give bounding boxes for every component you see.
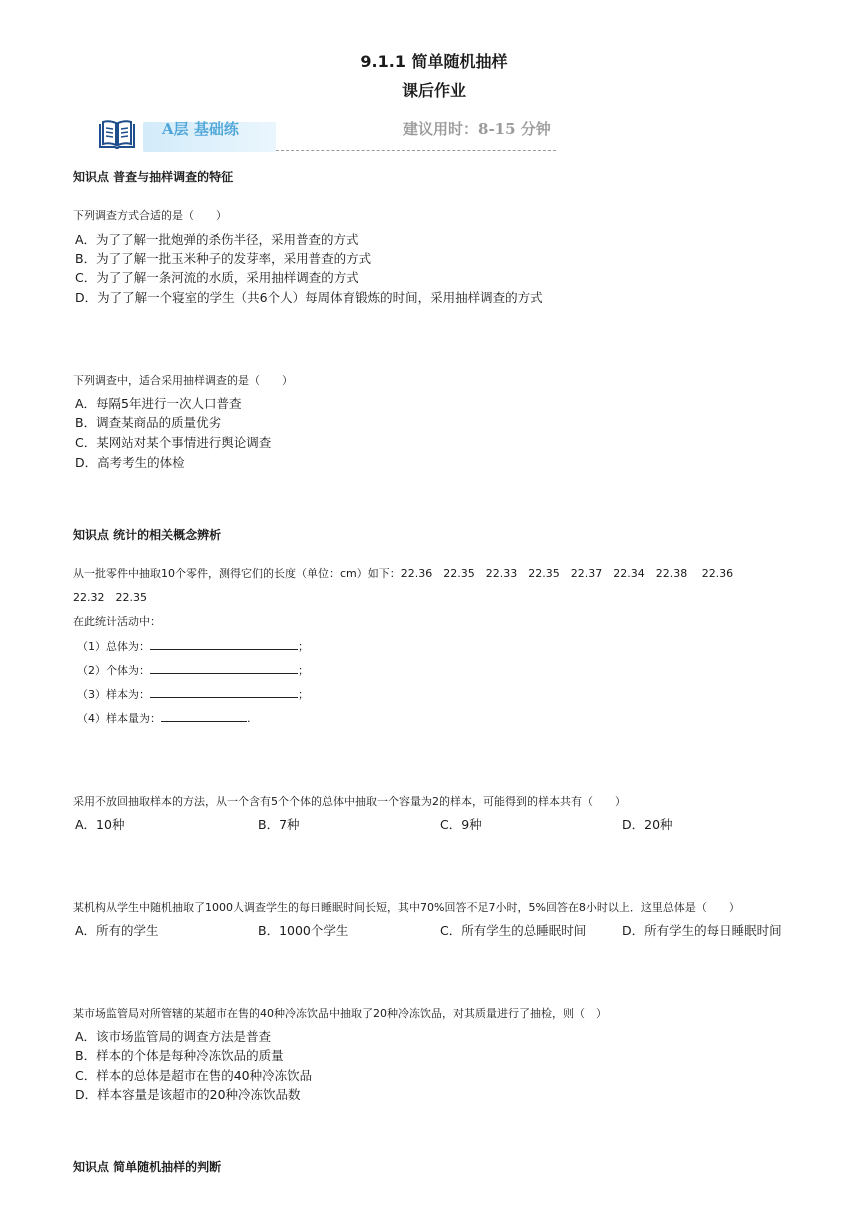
option-b: B．调查某商品的质量优劣 <box>75 415 222 430</box>
answer-blank[interactable] <box>150 661 298 674</box>
book-icon <box>97 118 137 152</box>
question-stem-continued: 22.32 22.35 <box>73 591 147 604</box>
option-b: B．7种 <box>258 817 300 832</box>
option-c: C．所有学生的总睡眠时间 <box>440 923 587 938</box>
section-title: 知识点 简单随机抽样的判断 <box>73 1160 222 1174</box>
answer-blank[interactable] <box>161 709 247 722</box>
fill-item-1: （1）总体为： ； <box>77 637 309 654</box>
level-label: A层 基础练 <box>162 120 239 138</box>
option-b: B．为了了解一批玉米种子的发芽率，采用普查的方式 <box>75 251 372 266</box>
fill-item-4: （4）样本量为： . <box>77 709 251 726</box>
page-subtitle: 课后作业 <box>401 81 466 100</box>
option-c: C．为了了解一条河流的水质，采用抽样调查的方式 <box>75 270 359 285</box>
question-intro: 在此统计活动中： <box>73 615 161 628</box>
answer-blank[interactable] <box>150 637 298 650</box>
question-stem: 下列调查中，适合采用抽样调查的是（ ） <box>73 374 293 387</box>
fill-item-3: （3）样本为： ； <box>77 685 309 702</box>
option-d: D．所有学生的每日睡眠时间 <box>622 923 782 938</box>
section-title: 知识点 普查与抽样调查的特征 <box>73 170 234 184</box>
answer-blank[interactable] <box>150 685 298 698</box>
question-stem: 从一批零件中抽取10个零件，测得它们的长度（单位：cm）如下：22.36 22.35 22.33 22.35 22.37 22.34 22.38 22.36 <box>73 567 734 580</box>
option-a: A．10种 <box>75 817 125 832</box>
time-label: 建议用时：8-15 分钟 <box>403 120 551 138</box>
page-title: 9.1.1 简单随机抽样 <box>360 52 508 71</box>
option-d: D．为了了解一个寝室的学生（共6个人）每周体育锻炼的时间，采用抽样调查的方式 <box>75 290 543 305</box>
option-a: A．为了了解一批炮弹的杀伤半径，采用普查的方式 <box>75 232 359 247</box>
option-d: D．20种 <box>622 817 673 832</box>
option-c: C．9种 <box>440 817 482 832</box>
option-b: B．样本的个体是每种冷冻饮品的质量 <box>75 1048 284 1063</box>
option-d: D．样本容量是该超市的20种冷冻饮品数 <box>75 1087 301 1102</box>
option-a: A．每隔5年进行一次人口普查 <box>75 396 242 411</box>
section-title: 知识点 统计的相关概念辨析 <box>73 528 222 542</box>
question-stem: 采用不放回抽取样本的方法，从一个含有5个个体的总体中抽取一个容量为2的样本，可能得到的样本共有（ ） <box>73 795 626 808</box>
fill-item-2: （2）个体为： ； <box>77 661 309 678</box>
option-a: A．该市场监管局的调查方法是普查 <box>75 1029 272 1044</box>
option-c: C．某网站对某个事情进行舆论调查 <box>75 435 272 450</box>
option-a: A．所有的学生 <box>75 923 159 938</box>
question-stem: 下列调查方式合适的是（ ） <box>73 209 227 222</box>
header-divider <box>276 150 556 151</box>
option-b: B．1000个学生 <box>258 923 349 938</box>
question-stem: 某机构从学生中随机抽取了1000人调查学生的每日睡眠时间长短，其中70%回答不足7小时，5%回答在8小时以上．这里总体是（ ） <box>73 901 740 914</box>
question-stem: 某市场监管局对所管辖的某超市在售的40种冷冻饮品中抽取了20种冷冻饮品，对其质量进行了抽检，则（ ） <box>73 1007 607 1020</box>
option-d: D．高考考生的体检 <box>75 455 185 470</box>
option-c: C．样本的总体是超市在售的40种冷冻饮品 <box>75 1068 313 1083</box>
